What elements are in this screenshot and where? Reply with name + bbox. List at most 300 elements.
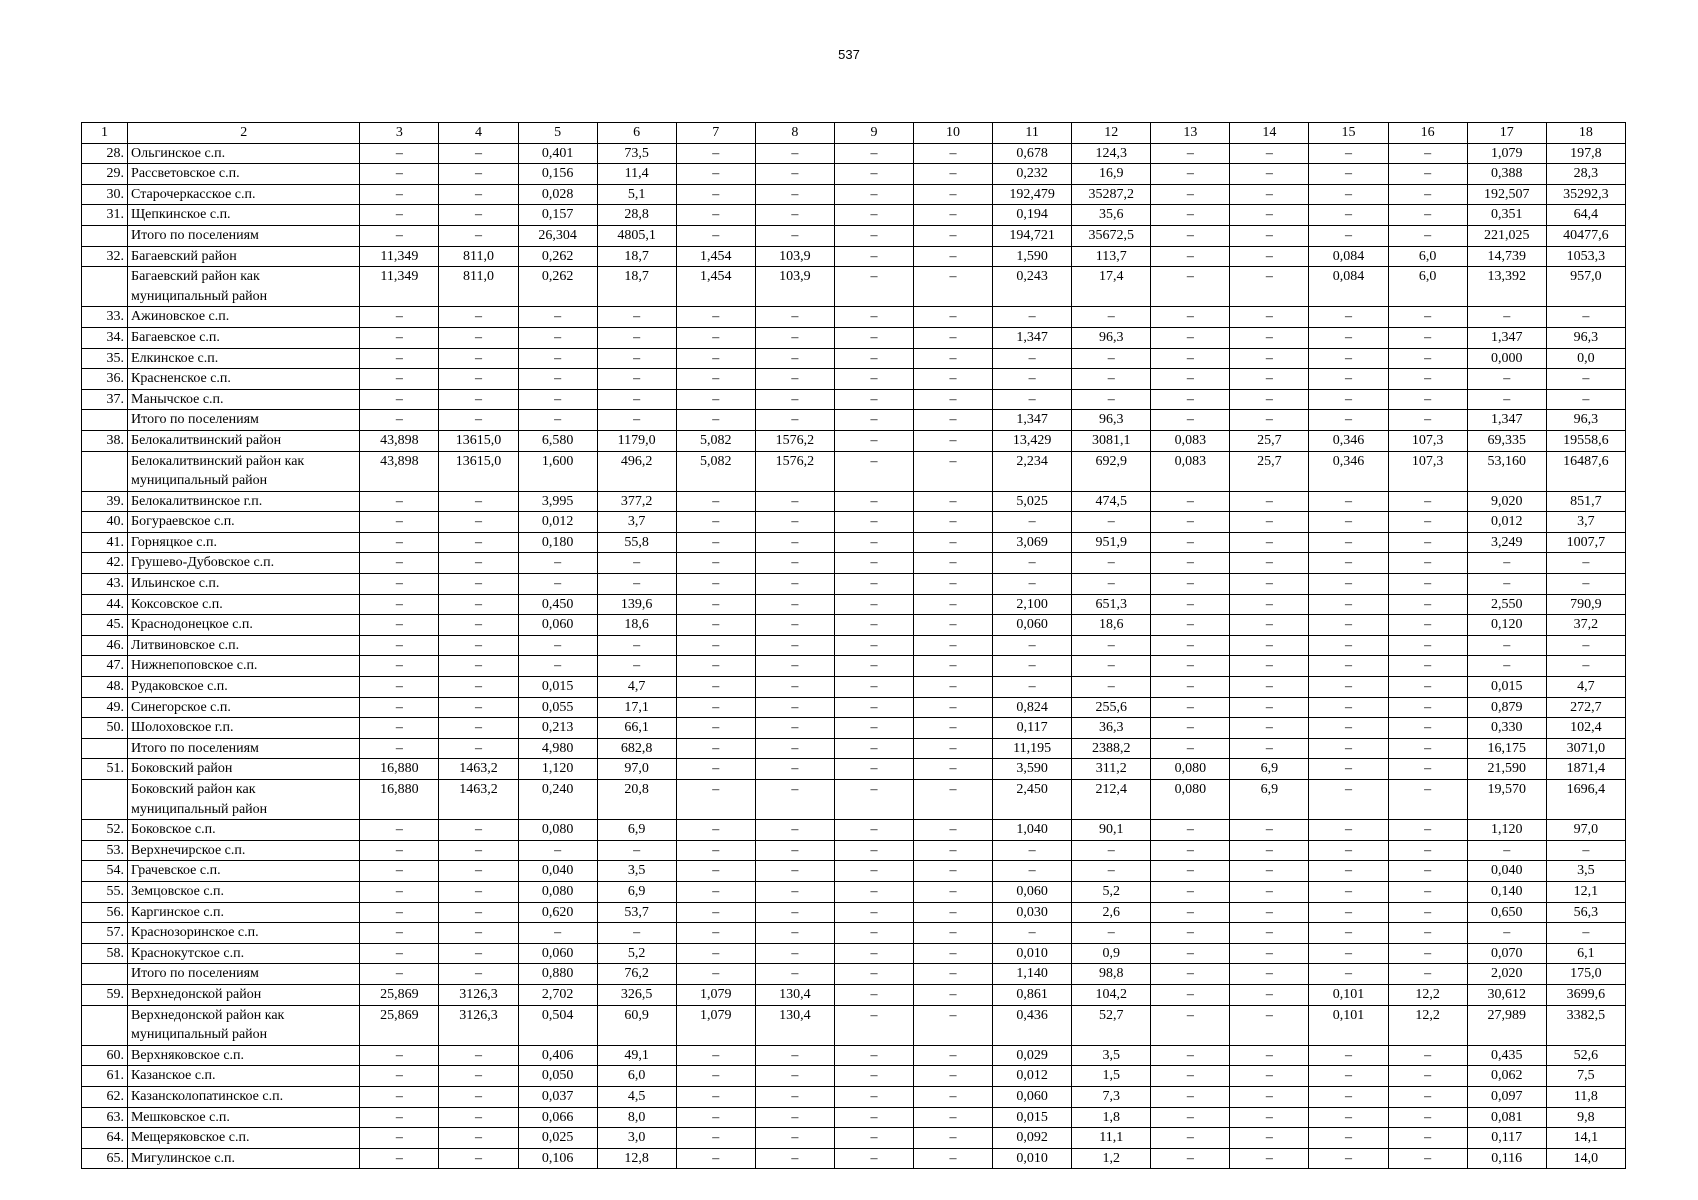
row-name: Верхнедонской район [128, 984, 360, 1005]
row-name: Итого по поселениям [128, 410, 360, 431]
row-number: 61. [82, 1066, 128, 1087]
value-cell: – [1546, 574, 1625, 595]
value-cell: – [834, 369, 913, 390]
value-cell: – [1151, 1045, 1230, 1066]
value-cell: 35287,2 [1072, 184, 1151, 205]
value-cell: – [439, 532, 518, 553]
value-cell: – [518, 410, 597, 431]
value-cell: 4,5 [597, 1086, 676, 1107]
value-cell: 0,010 [993, 943, 1072, 964]
value-cell: – [1230, 718, 1309, 739]
value-cell: 0,010 [993, 1148, 1072, 1169]
row-number: 37. [82, 389, 128, 410]
value-cell: – [439, 943, 518, 964]
value-cell: – [834, 1066, 913, 1087]
column-header: 8 [755, 123, 834, 144]
value-cell: 76,2 [597, 964, 676, 985]
value-cell: – [1388, 205, 1467, 226]
value-cell: – [1309, 881, 1388, 902]
table-row [82, 1148, 1626, 1169]
row-number: 64. [82, 1128, 128, 1149]
table-row [82, 738, 1626, 759]
row-number [82, 964, 128, 985]
value-cell: 811,0 [439, 267, 518, 307]
value-cell: 3,5 [1072, 1045, 1151, 1066]
value-cell: 49,1 [597, 1045, 676, 1066]
value-cell: 11,1 [1072, 1128, 1151, 1149]
row-name: Краснокутское с.п. [128, 943, 360, 964]
row-name: Боковский район как муниципальный район [128, 780, 360, 820]
value-cell: 64,4 [1546, 205, 1625, 226]
value-cell: 0,060 [518, 943, 597, 964]
value-cell: 17,4 [1072, 267, 1151, 307]
value-cell: – [518, 923, 597, 944]
value-cell: – [834, 881, 913, 902]
value-cell: – [1230, 1066, 1309, 1087]
table-row [82, 348, 1626, 369]
value-cell: – [1388, 307, 1467, 328]
value-cell: – [360, 1148, 439, 1169]
value-cell: – [1467, 635, 1546, 656]
value-cell: 5,082 [676, 430, 755, 451]
value-cell: – [1309, 327, 1388, 348]
value-cell: – [360, 718, 439, 739]
value-cell: – [834, 389, 913, 410]
value-cell: – [1151, 348, 1230, 369]
value-cell: – [993, 389, 1072, 410]
value-cell: – [676, 307, 755, 328]
value-cell: 272,7 [1546, 697, 1625, 718]
value-cell: – [1151, 327, 1230, 348]
value-cell: – [914, 635, 993, 656]
value-cell: 0,081 [1467, 1107, 1546, 1128]
value-cell: – [1546, 369, 1625, 390]
column-header: 9 [834, 123, 913, 144]
value-cell: – [914, 532, 993, 553]
value-cell: 212,4 [1072, 780, 1151, 820]
row-number: 57. [82, 923, 128, 944]
value-cell: – [1546, 656, 1625, 677]
value-cell: – [439, 902, 518, 923]
value-cell: 0,678 [993, 143, 1072, 164]
row-name: Богураевское с.п. [128, 512, 360, 533]
value-cell: 3081,1 [1072, 430, 1151, 451]
value-cell: – [439, 1148, 518, 1169]
value-cell: – [1388, 164, 1467, 185]
value-cell: 811,0 [439, 246, 518, 267]
value-cell: – [439, 1128, 518, 1149]
value-cell: – [834, 164, 913, 185]
value-cell: – [1230, 389, 1309, 410]
value-cell: – [914, 389, 993, 410]
row-name: Белокалитвинский район как муниципальный район [128, 451, 360, 491]
value-cell: – [1151, 677, 1230, 698]
value-cell: – [439, 389, 518, 410]
value-cell: – [676, 369, 755, 390]
value-cell: 0,037 [518, 1086, 597, 1107]
value-cell: 35672,5 [1072, 225, 1151, 246]
value-cell: – [439, 327, 518, 348]
row-name: Манычское с.п. [128, 389, 360, 410]
value-cell: – [1309, 656, 1388, 677]
value-cell: – [360, 635, 439, 656]
value-cell: – [1151, 512, 1230, 533]
value-cell: – [360, 143, 439, 164]
value-cell: 1,079 [1467, 143, 1546, 164]
value-cell: – [834, 615, 913, 636]
value-cell: – [676, 553, 755, 574]
value-cell: 4,7 [597, 677, 676, 698]
value-cell: – [1309, 553, 1388, 574]
value-cell: 0,388 [1467, 164, 1546, 185]
value-cell: – [360, 512, 439, 533]
value-cell: 3071,0 [1546, 738, 1625, 759]
value-cell: – [439, 164, 518, 185]
value-cell: – [1388, 1148, 1467, 1169]
value-cell: 12,8 [597, 1148, 676, 1169]
value-cell: 90,1 [1072, 820, 1151, 841]
column-header: 16 [1388, 123, 1467, 144]
value-cell: – [439, 1107, 518, 1128]
value-cell: – [1072, 348, 1151, 369]
value-cell: – [914, 553, 993, 574]
value-cell: – [1388, 369, 1467, 390]
value-cell: – [1230, 327, 1309, 348]
value-cell: – [439, 964, 518, 985]
value-cell: 12,2 [1388, 1005, 1467, 1045]
value-cell: 3,7 [597, 512, 676, 533]
row-number: 38. [82, 430, 128, 451]
table-row [82, 820, 1626, 841]
value-cell: – [1151, 491, 1230, 512]
column-header: 18 [1546, 123, 1625, 144]
row-number [82, 451, 128, 491]
row-name: Мешковское с.п. [128, 1107, 360, 1128]
value-cell: – [1230, 594, 1309, 615]
value-cell: – [360, 410, 439, 431]
table-row [82, 677, 1626, 698]
table-row [82, 943, 1626, 964]
value-cell: 5,1 [597, 184, 676, 205]
value-cell: 11,349 [360, 246, 439, 267]
value-cell: 0,012 [993, 1066, 1072, 1087]
value-cell: – [597, 574, 676, 595]
value-cell: – [1467, 389, 1546, 410]
value-cell: – [834, 143, 913, 164]
table-row [82, 574, 1626, 595]
row-number [82, 1005, 128, 1045]
value-cell: 1696,4 [1546, 780, 1625, 820]
value-cell: – [439, 1086, 518, 1107]
value-cell: – [834, 1045, 913, 1066]
value-cell: – [1309, 1045, 1388, 1066]
value-cell: 311,2 [1072, 759, 1151, 780]
row-name: Грачевское с.п. [128, 861, 360, 882]
table-row [82, 718, 1626, 739]
value-cell: – [360, 840, 439, 861]
value-cell: – [1388, 656, 1467, 677]
value-cell: – [834, 246, 913, 267]
value-cell: – [1230, 307, 1309, 328]
value-cell: – [360, 307, 439, 328]
value-cell: – [1151, 615, 1230, 636]
value-cell: 0,156 [518, 164, 597, 185]
value-cell: – [360, 574, 439, 595]
table-row [82, 1005, 1626, 1045]
row-number: 44. [82, 594, 128, 615]
value-cell: – [360, 1045, 439, 1066]
row-number: 29. [82, 164, 128, 185]
value-cell: – [755, 964, 834, 985]
value-cell: 0,232 [993, 164, 1072, 185]
value-cell: – [360, 164, 439, 185]
value-cell: 474,5 [1072, 491, 1151, 512]
value-cell: – [1230, 225, 1309, 246]
row-number: 49. [82, 697, 128, 718]
value-cell: – [1230, 246, 1309, 267]
value-cell: – [676, 327, 755, 348]
value-cell: – [439, 881, 518, 902]
value-cell: 12,2 [1388, 984, 1467, 1005]
value-cell: – [1309, 491, 1388, 512]
value-cell: – [914, 738, 993, 759]
value-cell: – [1230, 861, 1309, 882]
value-cell: – [1151, 738, 1230, 759]
value-cell: 0,346 [1309, 430, 1388, 451]
table-row [82, 1107, 1626, 1128]
value-cell: – [834, 225, 913, 246]
value-cell: – [1230, 1148, 1309, 1169]
value-cell: 19558,6 [1546, 430, 1625, 451]
value-cell: – [1309, 410, 1388, 431]
value-cell: 651,3 [1072, 594, 1151, 615]
value-cell: 0,012 [518, 512, 597, 533]
row-name: Рассветовское с.п. [128, 164, 360, 185]
row-name: Краснозоринское с.п. [128, 923, 360, 944]
value-cell: – [439, 184, 518, 205]
table-row [82, 840, 1626, 861]
row-number: 42. [82, 553, 128, 574]
table-row [82, 532, 1626, 553]
value-cell: 1,347 [1467, 410, 1546, 431]
value-cell: 5,2 [597, 943, 676, 964]
value-cell: 35292,3 [1546, 184, 1625, 205]
value-cell: – [755, 759, 834, 780]
value-cell: – [360, 881, 439, 902]
value-cell: 692,9 [1072, 451, 1151, 491]
value-cell: – [360, 369, 439, 390]
value-cell: – [755, 532, 834, 553]
value-cell: – [439, 738, 518, 759]
value-cell: – [1309, 512, 1388, 533]
value-cell: 113,7 [1072, 246, 1151, 267]
value-cell: – [914, 780, 993, 820]
value-cell: – [676, 759, 755, 780]
value-cell: – [676, 532, 755, 553]
value-cell: – [597, 327, 676, 348]
table-row [82, 246, 1626, 267]
value-cell: – [676, 656, 755, 677]
value-cell: – [1309, 205, 1388, 226]
value-cell: – [1388, 635, 1467, 656]
column-header: 11 [993, 123, 1072, 144]
value-cell: – [834, 1148, 913, 1169]
value-cell: – [1230, 881, 1309, 902]
value-cell: – [993, 677, 1072, 698]
value-cell: 40477,6 [1546, 225, 1625, 246]
value-cell: 96,3 [1546, 327, 1625, 348]
row-number: 45. [82, 615, 128, 636]
table-row [82, 759, 1626, 780]
value-cell: – [1388, 1128, 1467, 1149]
value-cell: 26,304 [518, 225, 597, 246]
value-cell: – [1151, 267, 1230, 307]
value-cell: 1,2 [1072, 1148, 1151, 1169]
value-cell: 0,620 [518, 902, 597, 923]
value-cell: – [834, 307, 913, 328]
value-cell: – [676, 861, 755, 882]
value-cell: 3,0 [597, 1128, 676, 1149]
value-cell: – [914, 861, 993, 882]
value-cell: 66,1 [597, 718, 676, 739]
value-cell: 0,330 [1467, 718, 1546, 739]
value-cell: 0,040 [1467, 861, 1546, 882]
value-cell: – [1467, 307, 1546, 328]
value-cell: 1007,7 [1546, 532, 1625, 553]
value-cell: 0,012 [1467, 512, 1546, 533]
value-cell: – [1309, 943, 1388, 964]
value-cell: – [439, 820, 518, 841]
value-cell: 97,0 [1546, 820, 1625, 841]
value-cell: 43,898 [360, 451, 439, 491]
value-cell: 14,1 [1546, 1128, 1625, 1149]
value-cell: 3,995 [518, 491, 597, 512]
value-cell: – [834, 267, 913, 307]
value-cell: – [834, 820, 913, 841]
value-cell: – [834, 491, 913, 512]
value-cell: – [993, 307, 1072, 328]
value-cell: – [1151, 184, 1230, 205]
value-cell: 6,0 [597, 1066, 676, 1087]
value-cell: 0,117 [993, 718, 1072, 739]
row-number: 36. [82, 369, 128, 390]
value-cell: 192,479 [993, 184, 1072, 205]
table-row [82, 780, 1626, 820]
value-cell: 2,550 [1467, 594, 1546, 615]
value-cell: – [1230, 1086, 1309, 1107]
value-cell: – [914, 327, 993, 348]
value-cell: – [834, 553, 913, 574]
value-cell: 0,080 [1151, 780, 1230, 820]
value-cell: – [676, 512, 755, 533]
table-row [82, 861, 1626, 882]
value-cell: – [676, 348, 755, 369]
value-cell: 1576,2 [755, 430, 834, 451]
value-cell: – [755, 861, 834, 882]
value-cell: – [755, 635, 834, 656]
value-cell: – [914, 820, 993, 841]
table-row [82, 307, 1626, 328]
value-cell: – [834, 512, 913, 533]
value-cell: – [439, 225, 518, 246]
value-cell: – [360, 738, 439, 759]
value-cell: – [1388, 697, 1467, 718]
value-cell: – [360, 902, 439, 923]
value-cell: – [1309, 1128, 1388, 1149]
value-cell: – [1151, 1086, 1230, 1107]
value-cell: 16,175 [1467, 738, 1546, 759]
value-cell: 6,9 [1230, 759, 1309, 780]
value-cell: 197,8 [1546, 143, 1625, 164]
value-cell: – [1151, 697, 1230, 718]
value-cell: – [360, 964, 439, 985]
value-cell: 5,2 [1072, 881, 1151, 902]
value-cell: – [1388, 184, 1467, 205]
value-cell: – [439, 718, 518, 739]
value-cell: – [1230, 840, 1309, 861]
value-cell: 16487,6 [1546, 451, 1625, 491]
value-cell: – [1151, 164, 1230, 185]
table-row [82, 184, 1626, 205]
value-cell: – [439, 1045, 518, 1066]
value-cell: 13,392 [1467, 267, 1546, 307]
value-cell: – [1151, 246, 1230, 267]
value-cell: – [439, 677, 518, 698]
row-name: Шолоховское г.п. [128, 718, 360, 739]
value-cell: – [914, 1128, 993, 1149]
value-cell: – [1388, 923, 1467, 944]
value-cell: 0,000 [1467, 348, 1546, 369]
column-header: 13 [1151, 123, 1230, 144]
value-cell: – [834, 635, 913, 656]
value-cell: – [914, 964, 993, 985]
value-cell: – [360, 1107, 439, 1128]
value-cell: – [1388, 943, 1467, 964]
value-cell: – [914, 369, 993, 390]
value-cell: – [360, 532, 439, 553]
value-cell: – [676, 594, 755, 615]
table-row [82, 656, 1626, 677]
value-cell: – [834, 1107, 913, 1128]
row-number [82, 267, 128, 307]
value-cell: 0,346 [1309, 451, 1388, 491]
value-cell: – [1230, 410, 1309, 431]
value-cell: – [676, 205, 755, 226]
value-cell: 1,140 [993, 964, 1072, 985]
value-cell: – [993, 512, 1072, 533]
row-number: 65. [82, 1148, 128, 1169]
value-cell: – [755, 410, 834, 431]
value-cell: – [993, 840, 1072, 861]
value-cell: – [914, 1045, 993, 1066]
value-cell: – [914, 656, 993, 677]
value-cell: 1871,4 [1546, 759, 1625, 780]
row-number: 31. [82, 205, 128, 226]
row-number [82, 738, 128, 759]
value-cell: 0,029 [993, 1045, 1072, 1066]
value-cell: – [1388, 512, 1467, 533]
value-cell: 0,101 [1309, 984, 1388, 1005]
value-cell: 97,0 [597, 759, 676, 780]
value-cell: – [1072, 861, 1151, 882]
table-row [82, 594, 1626, 615]
value-cell: 3,590 [993, 759, 1072, 780]
value-cell: 130,4 [755, 1005, 834, 1045]
value-cell: 0,401 [518, 143, 597, 164]
value-cell: – [1072, 307, 1151, 328]
value-cell: 3,5 [1546, 861, 1625, 882]
value-cell: – [1388, 677, 1467, 698]
